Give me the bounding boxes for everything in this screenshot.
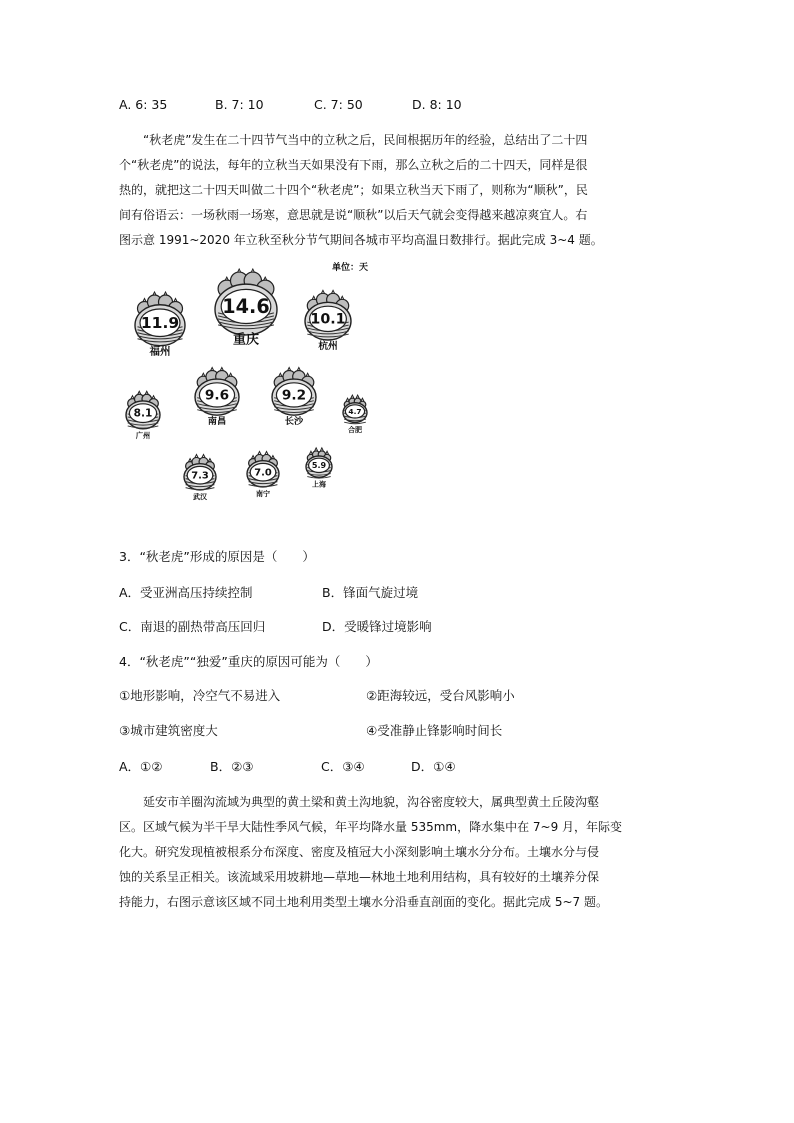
q4-option-a: A．①②	[119, 759, 163, 774]
q3-option-a: A．受亚洲高压持续控制	[119, 585, 253, 600]
paw-value: 9.6	[204, 387, 230, 404]
city-name-label: 杭州	[318, 340, 338, 352]
passage1-line-2: 个“秋老虎”的说法，每年的立秋当天如果没有下雨，那么立秋之后的二十四天，同样是很	[119, 158, 588, 172]
paw-value: 14.6	[222, 294, 270, 318]
city-name-label: 福州	[149, 345, 171, 358]
q3-stem: 3．“秋老虎”形成的原因是（ ）	[119, 549, 315, 564]
q4-statement-3: ③城市建筑密度大	[119, 723, 218, 738]
city-name-label: 上海	[312, 480, 326, 489]
paw-value: 4.7	[348, 406, 362, 416]
passage2-line-2: 区。区域气候为半干旱大陆性季风气候，年平均降水量 535mm，降水集中在 7~9 月，年际变	[119, 820, 623, 834]
option-d-top: D. 8: 10	[412, 97, 462, 112]
paw-value: 11.9	[140, 314, 180, 332]
passage1-line-4: 间有俗语云：一场秋雨一场寒，意思就是说“顺秋”以后天气就会变得越来越凉爽宜人。右	[119, 208, 588, 222]
paw-value: 9.2	[281, 387, 307, 404]
passage1-line-3: 热的，就把这二十四天叫做二十四个“秋老虎”；如果立秋当天下雨了，则称为“顺秋”，民	[119, 183, 588, 197]
paw-value: 7.3	[191, 470, 209, 482]
q4-statement-2: ②距海较远，受台风影响小	[366, 688, 515, 703]
paw-value: 8.1	[133, 407, 153, 420]
option-b-top: B. 7: 10	[215, 97, 264, 112]
q4-option-c: C．③④	[321, 759, 365, 774]
passage1-line-5: 图示意 1991~2020 年立秋至秋分节气期间各城市平均高温日数排行。据此完成 3~4 题。	[119, 233, 603, 247]
city-heat-days-figure	[118, 256, 378, 516]
q3-option-d: D．受暖锋过境影响	[322, 619, 432, 634]
option-c-top: C. 7: 50	[314, 97, 363, 112]
passage2-line-5: 持能力，右图示意该区域不同土地利用类型土壤水分沿垂直剖面的变化。据此完成 5~7 题。	[119, 895, 608, 909]
q4-option-b: B．②③	[210, 759, 254, 774]
paw-value: 10.1	[310, 311, 346, 328]
passage2-line-4: 蚀的关系呈正相关。该流域采用坡耕地—草地—林地土地利用结构，具有较好的土壤养分保	[119, 870, 600, 884]
q3-option-c: C．南退的副热带高压回归	[119, 619, 266, 634]
city-name-label: 南昌	[207, 416, 227, 428]
q3-option-b: B．锋面气旋过境	[322, 585, 419, 600]
paw-value: 7.0	[254, 467, 272, 479]
q4-statement-4: ④受准静止锋影响时间长	[366, 723, 503, 738]
option-a-top: A. 6: 35	[119, 97, 168, 112]
city-name-label: 南宁	[256, 490, 270, 499]
passage1-line-1: “秋老虎”发生在二十四节气当中的立秋之后，民间根据历年的经验，总结出了二十四	[143, 133, 588, 147]
city-name-label: 长沙	[284, 416, 304, 428]
passage2-line-1: 延安市羊圈沟流域为典型的黄土梁和黄土沟地貌，沟谷密度较大，属典型黄土丘陵沟壑	[143, 795, 600, 809]
passage-yangjuangou	[119, 790, 689, 915]
q4-statement-1: ①地形影响，冷空气不易进入	[119, 688, 281, 703]
city-name-label: 合肥	[348, 425, 362, 434]
figure-unit-label: 单位：天	[332, 263, 369, 273]
q4-option-d: D．①④	[411, 759, 456, 774]
passage2-line-3: 化大。研究发现植被根系分布深度、密度及植冠大小深刻影响土壤水分分布。土壤水分与侵	[119, 845, 600, 859]
city-name-label: 武汉	[193, 493, 207, 502]
paw-value: 5.9	[311, 461, 327, 471]
q4-stem: 4．“秋老虎”“独爱”重庆的原因可能为（ ）	[119, 654, 378, 669]
city-name-label: 广州	[135, 430, 151, 440]
city-name-label: 重庆	[232, 332, 260, 348]
passage-autumn-tiger	[119, 128, 679, 253]
